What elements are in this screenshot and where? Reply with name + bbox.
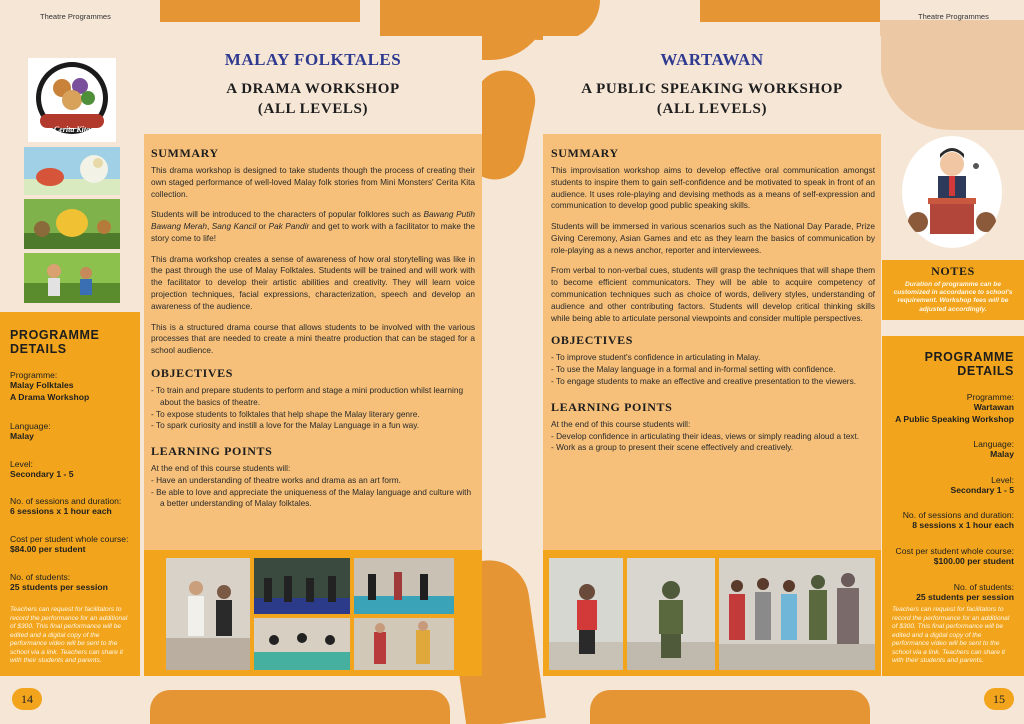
learning-item: - Develop confidence in articulating their ideas, views or simply reading aloud a text.: [551, 430, 860, 441]
summary-paragraph: This is a structured drama course that allows students to be involved with the various processes that are needed to create a mini theatre production that can be staged for a school audience.: [151, 321, 475, 356]
workshop-photo: [719, 558, 875, 670]
sessions-label: No. of sessions and duration:: [902, 510, 1014, 521]
workshop-photo: [627, 558, 715, 670]
summary-paragraph: Students will be introduced to the characters of popular folklores such as Bawang Putih Bawang Merah, Sang Kancil or Pak Pandir and get to work with a facilitator to make the story come to life!: [151, 209, 475, 243]
students-value: 25 students per session: [10, 581, 108, 592]
learning-intro: At the end of this course students will:: [551, 418, 691, 429]
programme-details-right: [882, 336, 1024, 676]
summary-heading: SUMMARY: [151, 146, 219, 160]
programme-value-sub: A Drama Workshop: [10, 391, 90, 402]
students-label: No. of students:: [10, 571, 71, 582]
workshop-photo: [549, 558, 623, 670]
learning-heading: LEARNING POINTS: [551, 399, 673, 414]
workshop-photo: [254, 558, 350, 614]
language-value: Malay: [990, 449, 1014, 460]
right-title-block: [543, 36, 881, 134]
page-number-left: 14: [12, 688, 42, 710]
details-heading: PROGRAMME DETAILS: [924, 350, 1014, 378]
workshop-photo: [354, 618, 454, 670]
learning-item: - Have an understanding of theatre works and drama as an art form.: [151, 474, 401, 485]
learning-item: - Work as a group to present their scene effectively and creatively.: [551, 442, 794, 453]
page-header-left: Theatre Programmes: [40, 12, 111, 21]
summary-paragraph: From verbal to non-verbal cues, students will grasp the techniques that will shape them to become efficient communicators. They will be able to acquire competency of communication techniques such as choice of words, delivery styles, understanding of audience and other contributing factors. Students will develop critical thinking skills while being able to articulate personal viewpoints and consider multiple perspectives.: [551, 265, 875, 323]
decor-shape: [700, 0, 880, 22]
decor-shape: [150, 690, 450, 724]
workshop-title: WARTAWAN: [660, 50, 764, 69]
language-label: Language:: [973, 439, 1014, 450]
right-photo-strip: [543, 550, 881, 676]
logo-caption: Cerita Kita: [53, 125, 91, 134]
objectives-heading: OBJECTIVES: [151, 365, 234, 380]
details-heading: PROGRAMME DETAILS: [10, 328, 100, 356]
public-speaker-illustration: [902, 136, 1002, 248]
level-value: Secondary 1 - 5: [10, 468, 74, 479]
students-value: 25 students per session: [916, 591, 1014, 602]
workshop-title: MALAY FOLKTALES: [224, 50, 402, 69]
language-label: Language:: [10, 421, 51, 432]
summary-paragraph: This drama workshop creates a sense of awareness of how oral storytelling was like in the past through the use of Malay Folktales. Students will be trained and will work with the facilitator to develop their artistic abilities and creativity. They will learn voice projection techniques, facial expressions, characterization, speech and develop an awareness of the audience.: [151, 253, 475, 311]
folktale-illustration-1: [24, 147, 120, 195]
learning-intro: At the end of this course students will:: [151, 463, 291, 474]
cost-label: Cost per student whole course:: [895, 545, 1014, 556]
workshop-photo: [254, 618, 350, 670]
notes-box: [882, 260, 1024, 320]
decor-shape: [880, 20, 1024, 130]
objectives-heading: OBJECTIVES: [551, 333, 634, 348]
summary-heading: SUMMARY: [551, 146, 619, 160]
objective-item: - To improve student's confidence in articulating in Malay.: [551, 352, 761, 363]
sessions-value: 8 sessions x 1 hour each: [912, 520, 1014, 531]
summary-paragraph: This improvisation workshop aims to develop effective oral communication amongst students to inspire them to gain self-confidence and be motivated to speak in front of an audience. It uses role-playing and devising methods as a means of self-expression and communication to develop good public speaking skills.: [551, 165, 875, 211]
left-photo-strip: [144, 550, 482, 676]
objective-item: - To expose students to folktales that help shape the Malay literary genre.: [151, 408, 420, 419]
cost-label: Cost per student whole course:: [10, 533, 129, 544]
workshop-photo: [166, 558, 250, 670]
workshop-level: (ALL LEVELS): [656, 101, 768, 117]
objective-item: - To engage students to make an effective and creative presentation to the viewers.: [551, 375, 857, 386]
level-label: Level:: [10, 458, 33, 469]
programme-details-left: [0, 312, 140, 676]
programme-value: Wartawan: [973, 402, 1014, 412]
left-title-block: [144, 36, 482, 134]
objective-item: - To spark curiosity and instill a love for the Malay Language in a fun way.: [151, 420, 420, 431]
programme-label: Programme:: [10, 370, 58, 380]
workshop-level: (ALL LEVELS): [257, 101, 369, 117]
recording-note: Teachers can request for facilitators to record the performance for an additional of $300. This final performance will be edited and a digital copy of the performance video will be sent to the school via a link. Teachers can share it with their students and parents.: [892, 606, 1010, 665]
learning-item: - Be able to love and appreciate the uniqueness of the Malay language and culture with a better understanding of Malay folktales.: [151, 486, 472, 509]
summary-paragraph: This drama workshop is designed to take students though the process of creating their own staged performance of well-loved Malay folk stories from Mini Monsters' Cerita Kita collection.: [151, 165, 475, 199]
folktale-illustration-3: [24, 253, 120, 303]
right-content-panel: [543, 134, 881, 550]
programme-value-sub: A Public Speaking Workshop: [895, 413, 1014, 424]
decor-shape: [590, 690, 870, 724]
page-header-right: Theatre Programmes: [918, 12, 989, 21]
objective-item: - To train and prepare students to perform and stage a mini production whilst learning about the basics of theatre.: [151, 384, 464, 407]
workshop-subtitle: A PUBLIC SPEAKING WORKSHOP: [581, 81, 843, 97]
notes-text: Duration of programme can be customized in accordance to school's requirement. Workshop fees will be adjusted accordingly.: [893, 281, 1013, 313]
cost-value: $84.00 per student: [10, 543, 86, 554]
notes-heading: NOTES: [931, 264, 975, 278]
programme-label: Programme:: [966, 392, 1014, 402]
folktale-illustration-2: [24, 199, 120, 249]
decor-shape: [160, 0, 360, 22]
level-label: Level:: [991, 474, 1014, 485]
workshop-photo: [354, 558, 454, 614]
left-content-panel: [144, 134, 482, 550]
summary-paragraph: Students will be immersed in various scenarios such as the National Day Parade, Prize Giving Ceremony, Asian Games and etc as they learn the basics of communication by role-playing as a news anchor, reporter and interviewees.: [551, 221, 875, 255]
sessions-value: 6 sessions x 1 hour each: [10, 506, 112, 517]
learning-heading: LEARNING POINTS: [151, 444, 273, 459]
cost-value: $100.00 per student: [933, 555, 1014, 566]
objective-item: - To use the Malay language in a formal and in-formal setting with confidence.: [551, 364, 836, 375]
page-number-right: 15: [984, 688, 1014, 710]
sessions-label: No. of sessions and duration:: [10, 496, 122, 507]
recording-note: Teachers can request for facilitators to record the performance for an additional of $300. This final performance will be edited and a digital copy of the performance video will be sent to the school via a link. Teachers can share it with their students and parents.: [10, 606, 128, 665]
level-value: Secondary 1 - 5: [950, 484, 1014, 495]
workshop-subtitle: A DRAMA WORKSHOP: [226, 81, 400, 97]
students-label: No. of students:: [953, 581, 1014, 592]
programme-value: Malay Folktales: [10, 380, 74, 390]
language-value: Malay: [10, 431, 34, 442]
